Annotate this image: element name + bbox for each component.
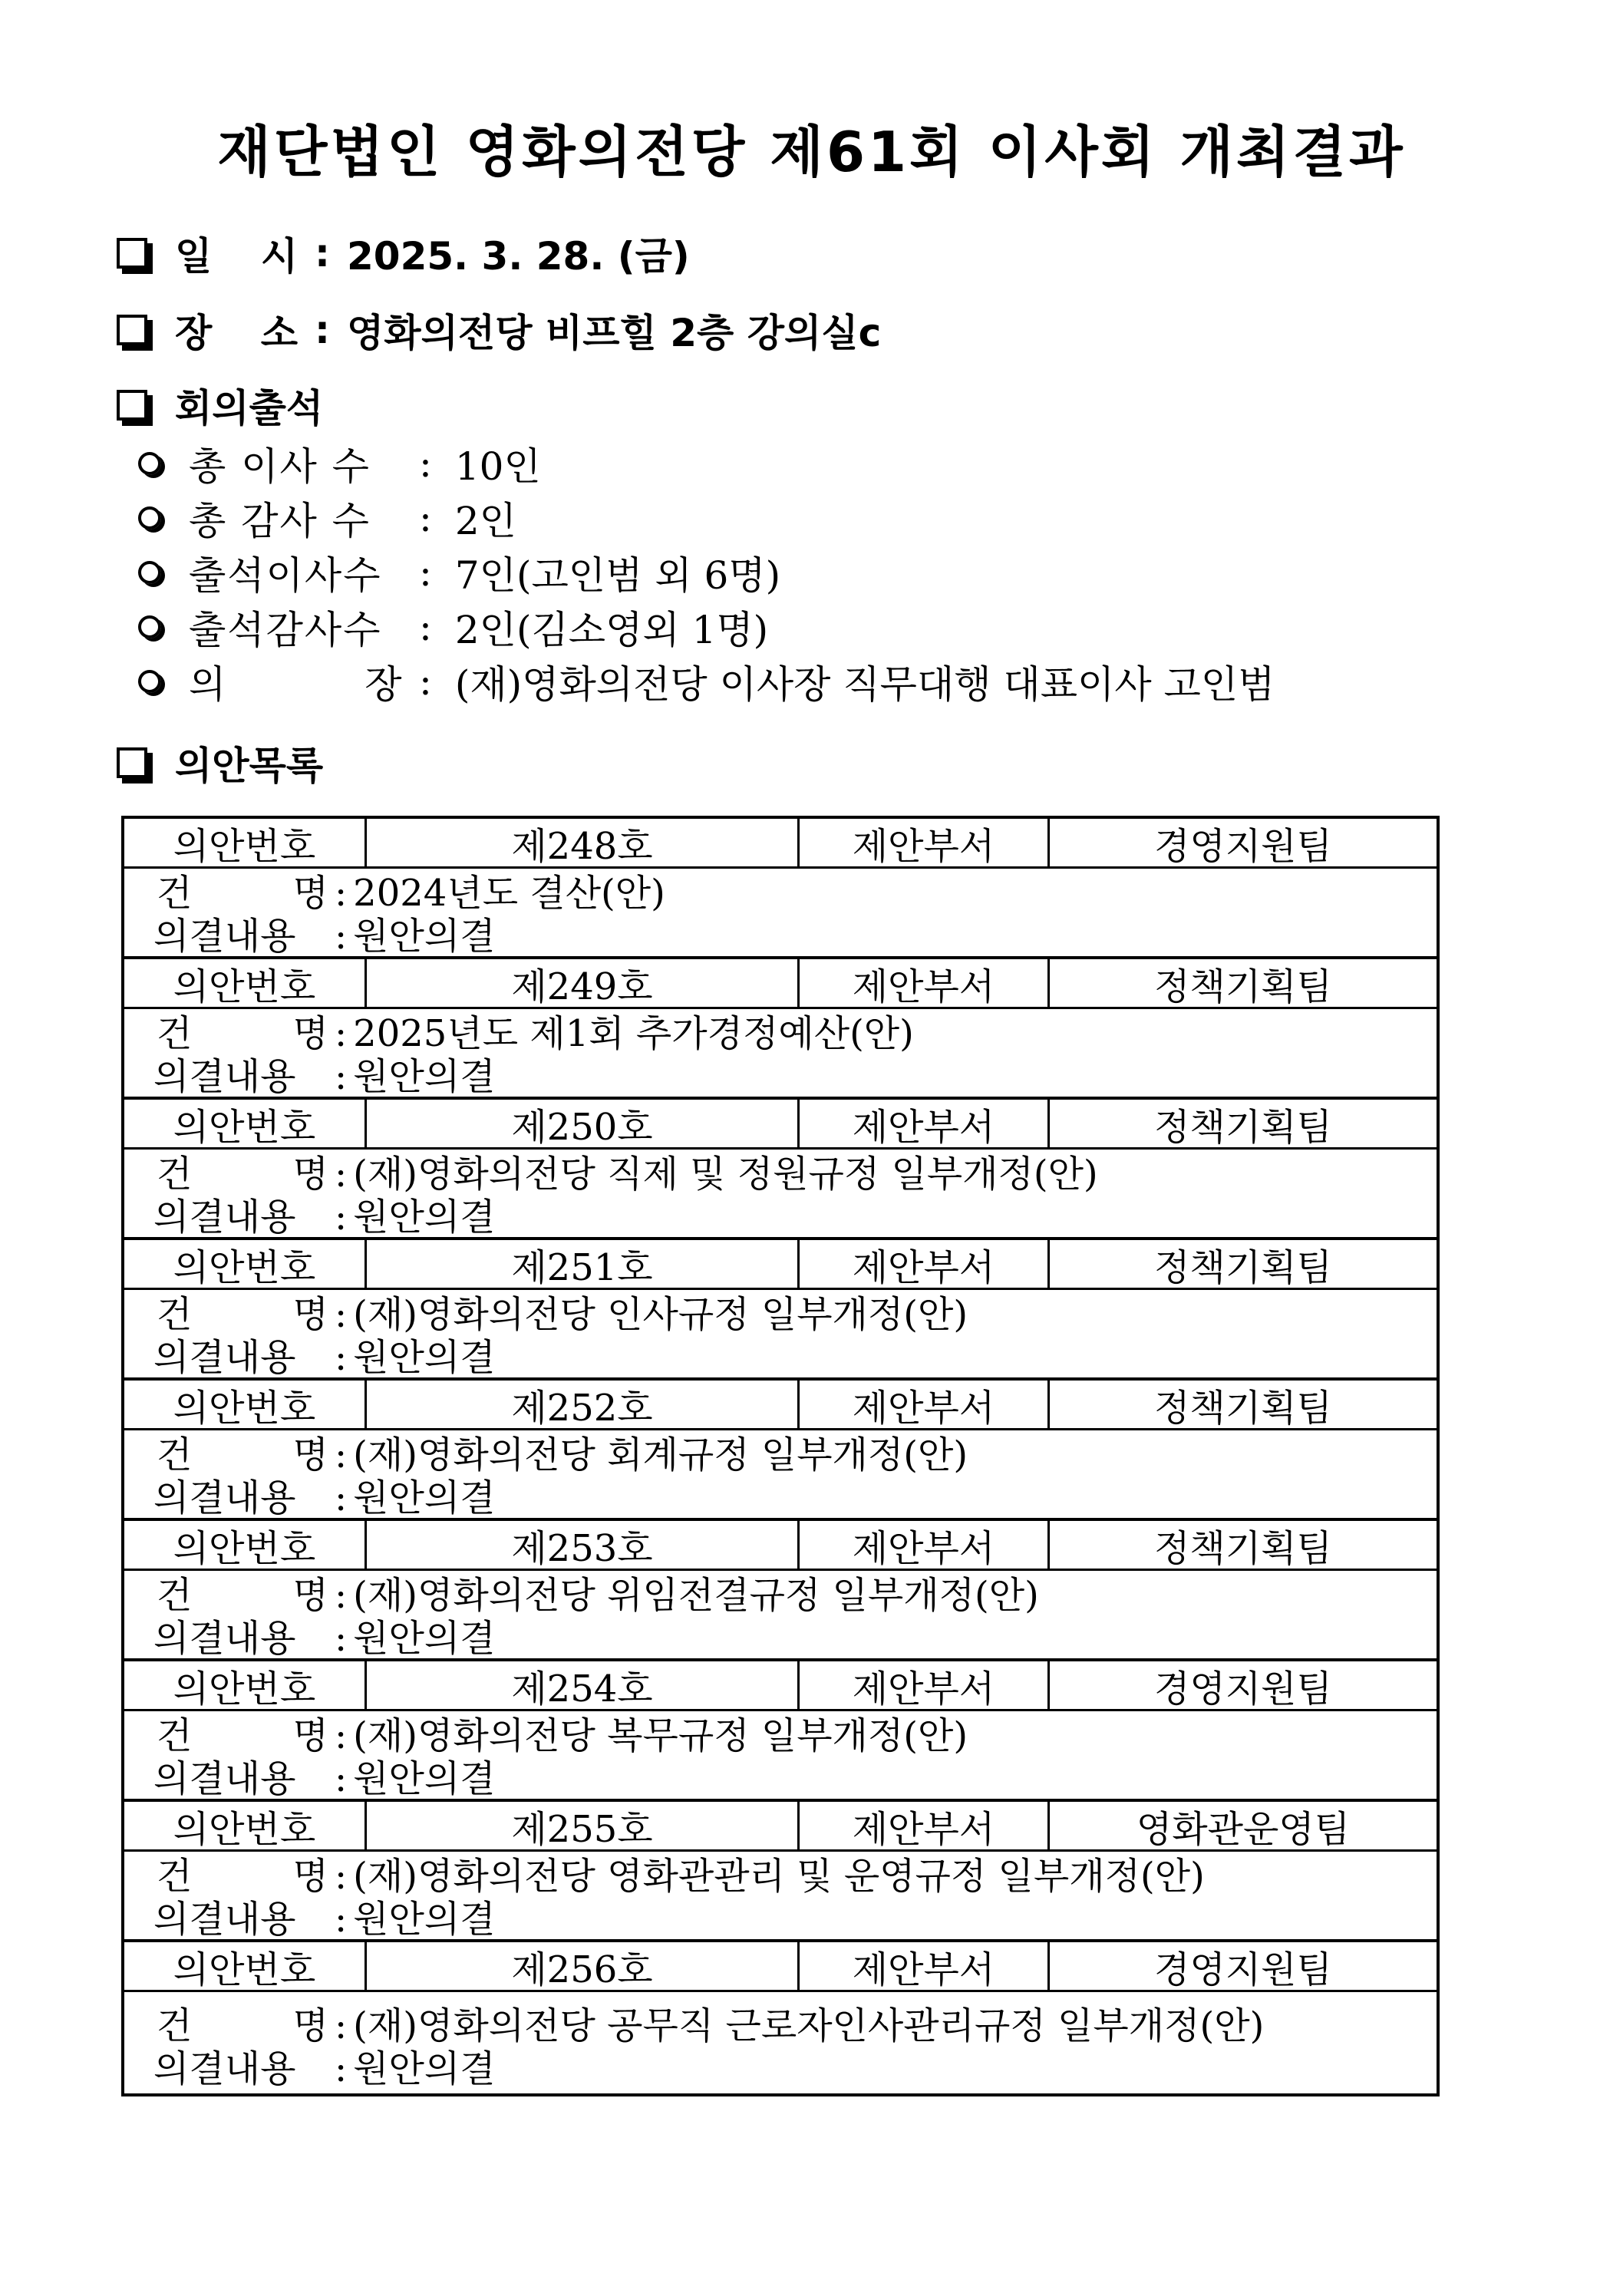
circle-bullet-icon bbox=[138, 670, 161, 693]
agenda-department: 정책기획팀 bbox=[1154, 1105, 1332, 1149]
agenda-result-line: 의결내용 : 원안의결 bbox=[153, 2047, 496, 2090]
agenda-number-label: 의안번호 bbox=[124, 959, 367, 1007]
attendance-row: 의 장 : (재)영화의전당 이사장 직무대행 대표이사 고인범 bbox=[138, 655, 1275, 708]
agenda-number-label: 의안번호 bbox=[124, 1802, 367, 1849]
subject-label-1: 건 bbox=[157, 1433, 193, 1476]
result-label: 의결내용 bbox=[153, 1055, 296, 1098]
attendance-label: 총 감사 수 bbox=[189, 499, 371, 543]
agenda-result: 원안의결 bbox=[353, 1336, 496, 1379]
agenda-body bbox=[124, 1992, 1437, 2093]
subject-label-1: 건 bbox=[157, 1293, 193, 1336]
agenda-number: 제250호 bbox=[367, 1100, 800, 1147]
agenda-number: 제251호 bbox=[367, 1240, 800, 1288]
agenda-subject-line: 건 명 : (재)영화의전당 회계규정 일부개정(안) bbox=[153, 1433, 1437, 1476]
circle-bullet-icon bbox=[138, 561, 161, 584]
agenda-item bbox=[124, 819, 1437, 959]
agenda-department: 정책기획팀 bbox=[1154, 965, 1332, 1008]
agenda-number: 제256호 bbox=[367, 1942, 800, 1990]
agenda-body bbox=[124, 869, 1437, 959]
agenda-body bbox=[124, 1290, 1437, 1381]
agenda-department-label: 제안부서 bbox=[800, 1521, 1050, 1569]
agenda-subject: (재)영화의전당 복무규정 일부개정(안) bbox=[353, 1714, 968, 1757]
subject-label-2: 명 bbox=[292, 2004, 328, 2047]
agenda-item bbox=[124, 1802, 1437, 1942]
result-label: 의결내용 bbox=[153, 1898, 296, 1941]
subject-label-1: 건 bbox=[157, 1574, 193, 1617]
agenda-body bbox=[124, 1430, 1437, 1521]
agenda-number: 제252호 bbox=[367, 1381, 800, 1428]
agenda-subject: (재)영화의전당 영화관관리 및 운영규정 일부개정(안) bbox=[353, 1855, 1205, 1898]
agenda-subject-line: 건 명 : (재)영화의전당 인사규정 일부개정(안) bbox=[153, 1293, 1437, 1336]
agenda-body bbox=[124, 1852, 1437, 1942]
attendance-row: 총 이사 수 : 10인 bbox=[138, 437, 541, 490]
agenda-department-label: 제안부서 bbox=[800, 1100, 1050, 1147]
agenda-subject-line: 건 명 : 2025년도 제1회 추가경정예산(안) bbox=[153, 1012, 1437, 1055]
agenda-header-row bbox=[124, 1521, 1437, 1571]
subject-label-1: 건 bbox=[157, 2004, 193, 2047]
agenda-result: 원안의결 bbox=[353, 1617, 496, 1660]
agenda-item bbox=[124, 1942, 1437, 2093]
subject-label-1: 건 bbox=[157, 1153, 193, 1196]
subject-label-1: 건 bbox=[157, 1855, 193, 1898]
agenda-header-row bbox=[124, 1802, 1437, 1852]
subject-label-2: 명 bbox=[292, 1574, 328, 1617]
place-label-1: 장 bbox=[175, 311, 213, 355]
agenda-subject: 2024년도 결산(안) bbox=[353, 872, 665, 915]
agenda-number: 제255호 bbox=[367, 1802, 800, 1849]
subject-label-2: 명 bbox=[292, 872, 328, 915]
agenda-result: 원안의결 bbox=[353, 915, 496, 958]
subject-label-1: 건 bbox=[157, 1714, 193, 1757]
agenda-number-label: 의안번호 bbox=[124, 1942, 367, 1990]
agenda-result: 원안의결 bbox=[353, 1196, 496, 1239]
result-label: 의결내용 bbox=[153, 1617, 296, 1660]
agenda-subject-line: 건 명 : (재)영화의전당 위임전결규정 일부개정(안) bbox=[153, 1574, 1437, 1617]
attendance-row: 총 감사 수 : 2인 bbox=[138, 492, 516, 544]
agenda-item bbox=[124, 1381, 1437, 1521]
agenda-number-label: 의안번호 bbox=[124, 819, 367, 866]
agenda-result-line: 의결내용 : 원안의결 bbox=[153, 915, 496, 958]
agenda-department: 정책기획팀 bbox=[1154, 1526, 1332, 1570]
agenda-department: 영화관운영팀 bbox=[1136, 1807, 1351, 1851]
agenda-header-row bbox=[124, 959, 1437, 1009]
result-label: 의결내용 bbox=[153, 1196, 296, 1239]
place-label-2: 소 bbox=[260, 311, 298, 355]
subject-label-2: 명 bbox=[292, 1012, 328, 1055]
agenda-number-label: 의안번호 bbox=[124, 1521, 367, 1569]
subject-label-2: 명 bbox=[292, 1855, 328, 1898]
result-label: 의결내용 bbox=[153, 1476, 296, 1519]
agenda-subject-line: 건 명 : (재)영화의전당 복무규정 일부개정(안) bbox=[153, 1714, 1437, 1757]
date-label-1: 일 bbox=[175, 234, 213, 279]
agenda-subject: (재)영화의전당 회계규정 일부개정(안) bbox=[353, 1433, 968, 1476]
place-value: 영화의전당 비프힐 2층 강의실c bbox=[347, 311, 882, 355]
agenda-body bbox=[124, 1009, 1437, 1100]
agenda-result: 원안의결 bbox=[353, 1055, 496, 1098]
agenda-table bbox=[121, 816, 1440, 2096]
agenda-header-row bbox=[124, 1240, 1437, 1290]
agenda-result: 원안의결 bbox=[353, 1476, 496, 1519]
agenda-subject-line: 건 명 : (재)영화의전당 영화관관리 및 운영규정 일부개정(안) bbox=[153, 1855, 1437, 1898]
agenda-department-label: 제안부서 bbox=[800, 1381, 1050, 1428]
agenda-result-line: 의결내용 : 원안의결 bbox=[153, 1757, 496, 1800]
place-heading: 장 소 : 영화의전당 비프힐 2층 강의실c bbox=[117, 305, 881, 355]
agenda-heading-label: 의안목록 bbox=[175, 744, 324, 788]
circle-bullet-icon bbox=[138, 506, 161, 529]
agenda-number: 제249호 bbox=[367, 959, 800, 1007]
agenda-result-line: 의결내용 : 원안의결 bbox=[153, 1617, 496, 1660]
agenda-department: 정책기획팀 bbox=[1154, 1245, 1332, 1289]
result-label: 의결내용 bbox=[153, 1336, 296, 1379]
attendance-value: (재)영화의전당 이사장 직무대행 대표이사 고인범 bbox=[454, 662, 1275, 707]
agenda-department: 정책기획팀 bbox=[1154, 1386, 1332, 1430]
attendance-value: 10인 bbox=[454, 444, 541, 489]
result-label: 의결내용 bbox=[153, 1757, 296, 1800]
date-label-2: 시 bbox=[260, 234, 298, 279]
agenda-item bbox=[124, 1661, 1437, 1802]
agenda-body bbox=[124, 1150, 1437, 1240]
agenda-item bbox=[124, 959, 1437, 1100]
agenda-department: 경영지원팀 bbox=[1154, 1948, 1332, 1991]
subject-label-2: 명 bbox=[292, 1293, 328, 1336]
agenda-header-row bbox=[124, 1381, 1437, 1430]
agenda-number-label: 의안번호 bbox=[124, 1661, 367, 1709]
agenda-subject: (재)영화의전당 직제 및 정원규정 일부개정(안) bbox=[353, 1153, 1098, 1196]
agenda-department: 경영지원팀 bbox=[1154, 1667, 1332, 1710]
agenda-header-row bbox=[124, 1661, 1437, 1711]
agenda-subject: (재)영화의전당 공무직 근로자인사관리규정 일부개정(안) bbox=[353, 2004, 1265, 2047]
agenda-department-label: 제안부서 bbox=[800, 1240, 1050, 1288]
attendance-value: 7인(고인범 외 6명) bbox=[454, 553, 781, 598]
attendance-row: 출석감사수 : 2인(김소영외 1명) bbox=[138, 601, 768, 653]
agenda-result-line: 의결내용 : 원안의결 bbox=[153, 1336, 496, 1379]
agenda-result-line: 의결내용 : 원안의결 bbox=[153, 1898, 496, 1941]
agenda-header-row bbox=[124, 819, 1437, 869]
attendance-heading-label: 회의출석 bbox=[175, 386, 324, 430]
checkbox-square-icon bbox=[117, 238, 147, 269]
agenda-department-label: 제안부서 bbox=[800, 959, 1050, 1007]
attendance-row: 출석이사수 : 7인(고인범 외 6명) bbox=[138, 546, 780, 599]
subject-label-2: 명 bbox=[292, 1153, 328, 1196]
agenda-number-label: 의안번호 bbox=[124, 1381, 367, 1428]
agenda-subject-line: 건 명 : (재)영화의전당 직제 및 정원규정 일부개정(안) bbox=[153, 1153, 1437, 1196]
attendance-label: 의 장 bbox=[189, 662, 404, 707]
checkbox-square-icon bbox=[117, 315, 147, 345]
agenda-header-row bbox=[124, 1100, 1437, 1150]
agenda-department-label: 제안부서 bbox=[800, 1942, 1050, 1990]
agenda-result-line: 의결내용 : 원안의결 bbox=[153, 1476, 496, 1519]
attendance-value: 2인 bbox=[454, 499, 516, 543]
agenda-number: 제253호 bbox=[367, 1521, 800, 1569]
agenda-subject-line: 건 명 : (재)영화의전당 공무직 근로자인사관리규정 일부개정(안) bbox=[153, 2004, 1437, 2047]
date-value: 2025. 3. 28. (금) bbox=[347, 234, 690, 279]
result-label: 의결내용 bbox=[153, 915, 296, 958]
agenda-heading bbox=[117, 738, 323, 787]
agenda-department-label: 제안부서 bbox=[800, 1802, 1050, 1849]
agenda-subject-line: 건 명 : 2024년도 결산(안) bbox=[153, 872, 1437, 915]
checkbox-square-icon bbox=[117, 747, 147, 778]
attendance-value: 2인(김소영외 1명) bbox=[454, 608, 769, 652]
circle-bullet-icon bbox=[138, 452, 161, 475]
attendance-heading bbox=[117, 381, 323, 430]
agenda-number: 제254호 bbox=[367, 1661, 800, 1709]
subject-label-1: 건 bbox=[157, 1012, 193, 1055]
agenda-body bbox=[124, 1711, 1437, 1802]
agenda-body bbox=[124, 1571, 1437, 1661]
agenda-item bbox=[124, 1240, 1437, 1381]
agenda-item bbox=[124, 1100, 1437, 1240]
agenda-number-label: 의안번호 bbox=[124, 1100, 367, 1147]
agenda-result-line: 의결내용 : 원안의결 bbox=[153, 1055, 496, 1098]
result-label: 의결내용 bbox=[153, 2047, 296, 2090]
agenda-subject: (재)영화의전당 위임전결규정 일부개정(안) bbox=[353, 1574, 1039, 1617]
attendance-label: 총 이사 수 bbox=[189, 444, 371, 489]
agenda-subject: 2025년도 제1회 추가경정예산(안) bbox=[353, 1012, 914, 1055]
agenda-item bbox=[124, 1521, 1437, 1661]
agenda-result: 원안의결 bbox=[353, 1898, 496, 1941]
agenda-number: 제248호 bbox=[367, 819, 800, 866]
agenda-department-label: 제안부서 bbox=[800, 1661, 1050, 1709]
agenda-header-row bbox=[124, 1942, 1437, 1992]
agenda-subject: (재)영화의전당 인사규정 일부개정(안) bbox=[353, 1293, 968, 1336]
subject-label-1: 건 bbox=[157, 872, 193, 915]
document-title: 재단법인 영화의전당 제61회 이사회 개최결과 bbox=[217, 120, 1406, 184]
agenda-department-label: 제안부서 bbox=[800, 819, 1050, 866]
date-heading: 일 시 : 2025. 3. 28. (금) bbox=[117, 229, 690, 278]
attendance-label: 출석감사수 bbox=[189, 608, 382, 652]
circle-bullet-icon bbox=[138, 615, 161, 638]
subject-label-2: 명 bbox=[292, 1714, 328, 1757]
agenda-number-label: 의안번호 bbox=[124, 1240, 367, 1288]
agenda-result: 원안의결 bbox=[353, 1757, 496, 1800]
checkbox-square-icon bbox=[117, 390, 147, 421]
agenda-result-line: 의결내용 : 원안의결 bbox=[153, 1196, 496, 1239]
subject-label-2: 명 bbox=[292, 1433, 328, 1476]
agenda-department: 경영지원팀 bbox=[1154, 824, 1332, 868]
attendance-label: 출석이사수 bbox=[189, 553, 382, 598]
agenda-result: 원안의결 bbox=[353, 2047, 496, 2090]
